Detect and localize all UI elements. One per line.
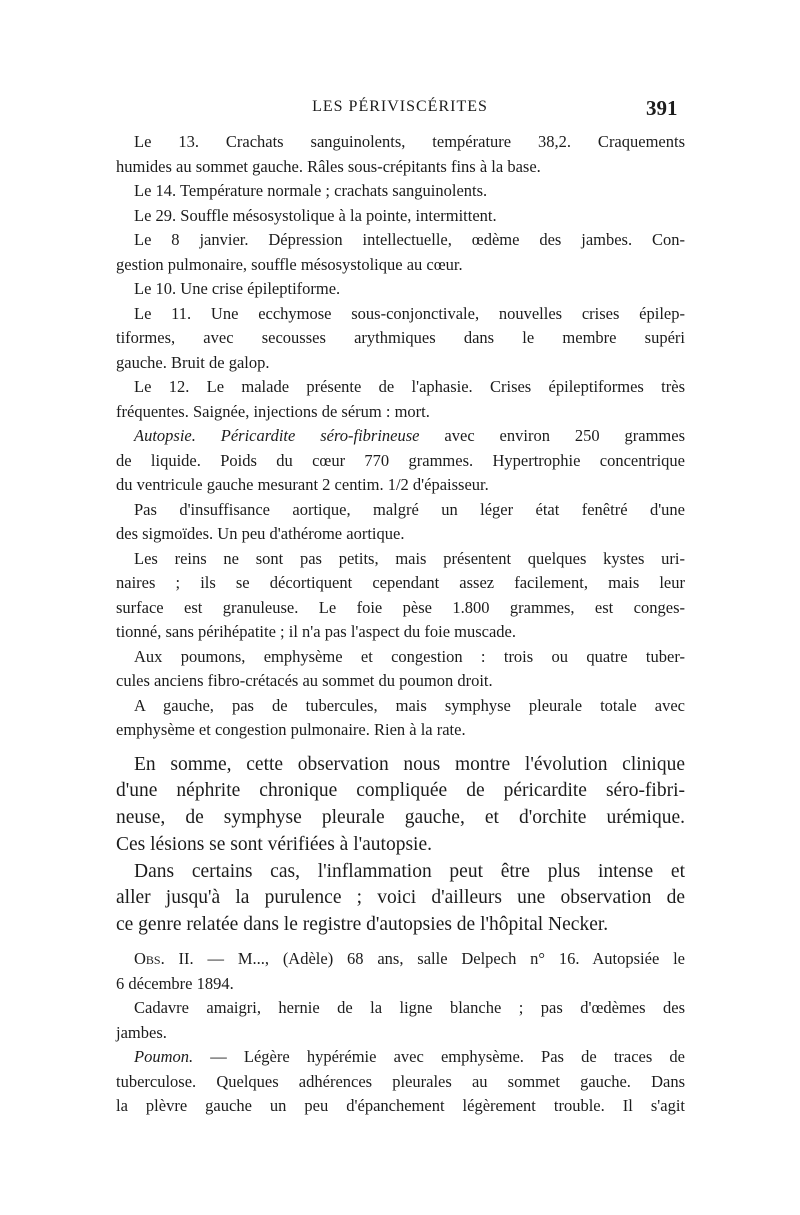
text-span: — M..., (Adèle) 68 ans, salle Delpech n° 16. Autopsiée le [193, 949, 685, 969]
text-line: Dans certains cas, l'inflammation peut être plus intense et [134, 860, 685, 882]
text-line: de liquide. Poids du cœur 770 grammes. Hypertrophie concentrique [116, 450, 685, 470]
text-line [116, 424, 685, 449]
text-line: du ventricule gauche mesurant 2 centim. 1/2 d'épaisseur. [116, 475, 489, 494]
text-line: tionné, sans périhépatite ; il n'a pas l'aspect du foie muscade. [116, 622, 516, 641]
text-line: cules anciens fibro-crétacés au sommet du poumon droit. [116, 671, 493, 690]
text-line: surface est granuleuse. Le foie pèse 1.800 grammes, est conges- [116, 597, 685, 617]
italic-lead-autopsie: Autopsie. Péricardite séro-fibrineuse [134, 426, 420, 445]
text-line: Le 13. Crachats sanguinolents, température 38,2. Craquements [134, 132, 685, 151]
text-line: Aux poumons, emphysème et congestion : trois ou quatre tuber- [134, 646, 685, 666]
text-line: tiformes, avec secousses arythmiques dans le membre supéri [116, 328, 685, 347]
paragraph-en-somme [116, 752, 685, 859]
paragraph-le-13 [116, 130, 685, 179]
page-body [116, 130, 685, 1119]
text-line: ce genre relatée dans le registre d'autopsies de l'hôpital Necker. [116, 914, 609, 936]
text-line: Les reins ne sont pas petits, mais présentent quelques kystes uri- [134, 548, 685, 568]
text-line: tuberculose. Quelques adhérences pleurales au sommet gauche. Dans [116, 1071, 685, 1091]
text-line: 6 décembre 1894. [116, 973, 234, 993]
paragraph-le-14 [116, 179, 685, 204]
text-line: Le 29. Souffle mésosystolique à la pointe, intermittent. [134, 205, 497, 225]
text-line: Le 10. Une crise épileptiforme. [134, 279, 341, 298]
text-line: Le 8 janvier. Dépression intellectuelle, œdème des jambes. Con- [134, 230, 685, 249]
text-line: d'une néphrite chronique compliquée de péricardite séro-fibri- [116, 780, 685, 802]
paragraph-le-29 [116, 204, 685, 229]
text-line: humides au sommet gauche. Râles sous-crépitants fins à la base. [116, 156, 541, 176]
text-line: emphysème et congestion pulmonaire. Rien à la rate. [116, 720, 466, 739]
text-line: naires ; ils se décortiquent cependant assez facilement, mais leur [116, 573, 685, 592]
paragraph-le-11 [116, 302, 685, 376]
text-line: Le 12. Le malade présente de l'aphasie. Crises épileptiformes très [134, 377, 685, 396]
paragraph-a-gauche [116, 694, 685, 743]
text-line: Le 14. Température normale ; crachats sanguinolents. [134, 181, 488, 200]
paragraph-poumons [116, 645, 685, 694]
text-line: Ces lésions se sont vérifiées à l'autopsie. [116, 833, 432, 855]
paragraph-dans-certains-cas [116, 859, 685, 939]
text-line: Le 11. Une ecchymose sous-conjonctivale, nouvelles crises épilep- [134, 303, 685, 323]
text-line: jambes. [116, 1022, 167, 1042]
text-line: Pas d'insuffisance aortique, malgré un léger état fenêtré d'une [134, 499, 685, 519]
running-header: LES PÉRIVISCÉRITES [312, 98, 488, 115]
text-line: fréquentes. Saignée, injections de sérum : mort. [116, 401, 430, 421]
text-line [116, 947, 685, 972]
paragraph-le-8-janvier [116, 228, 685, 277]
text-line: la plèvre gauche un peu d'épanchement légèrement trouble. Il s'agit [116, 1096, 685, 1116]
paragraph-cadavre [116, 996, 685, 1045]
paragraph-le-10 [116, 277, 685, 302]
italic-lead-poumon: Poumon. [134, 1047, 194, 1067]
paragraph-autopsie [116, 424, 685, 498]
text-line: des sigmoïdes. Un peu d'athérome aortique. [116, 524, 405, 543]
paragraph-observation-ii [116, 947, 685, 996]
paragraph-reins [116, 547, 685, 645]
text-line: aller jusqu'à la purulence ; voici d'ailleurs une observation de [116, 887, 685, 909]
text-line: A gauche, pas de tubercules, mais symphyse pleurale totale avec [134, 695, 685, 715]
text-span: avec environ 250 grammes [419, 426, 685, 445]
text-line: Cadavre amaigri, hernie de la ligne blanche ; pas d'œdèmes des [134, 998, 685, 1018]
paragraph-le-12 [116, 375, 685, 424]
text-line: neuse, de symphyse pleurale gauche, et d'orchite urémique. [116, 807, 685, 829]
page-number: 391 [646, 96, 678, 120]
paragraph-poumon [116, 1045, 685, 1119]
smallcaps-lead-obs: Obs. II. [134, 949, 194, 969]
paragraph-insuffisance-aortique [116, 498, 685, 547]
text-line [116, 1045, 685, 1070]
text-line: gauche. Bruit de galop. [116, 352, 270, 372]
text-line: En somme, cette observation nous montre l'évolution clinique [134, 753, 685, 775]
text-line: gestion pulmonaire, souffle mésosystolique au cœur. [116, 254, 463, 274]
text-span: — Légère hypérémie avec emphysème. Pas de traces de [193, 1047, 685, 1067]
